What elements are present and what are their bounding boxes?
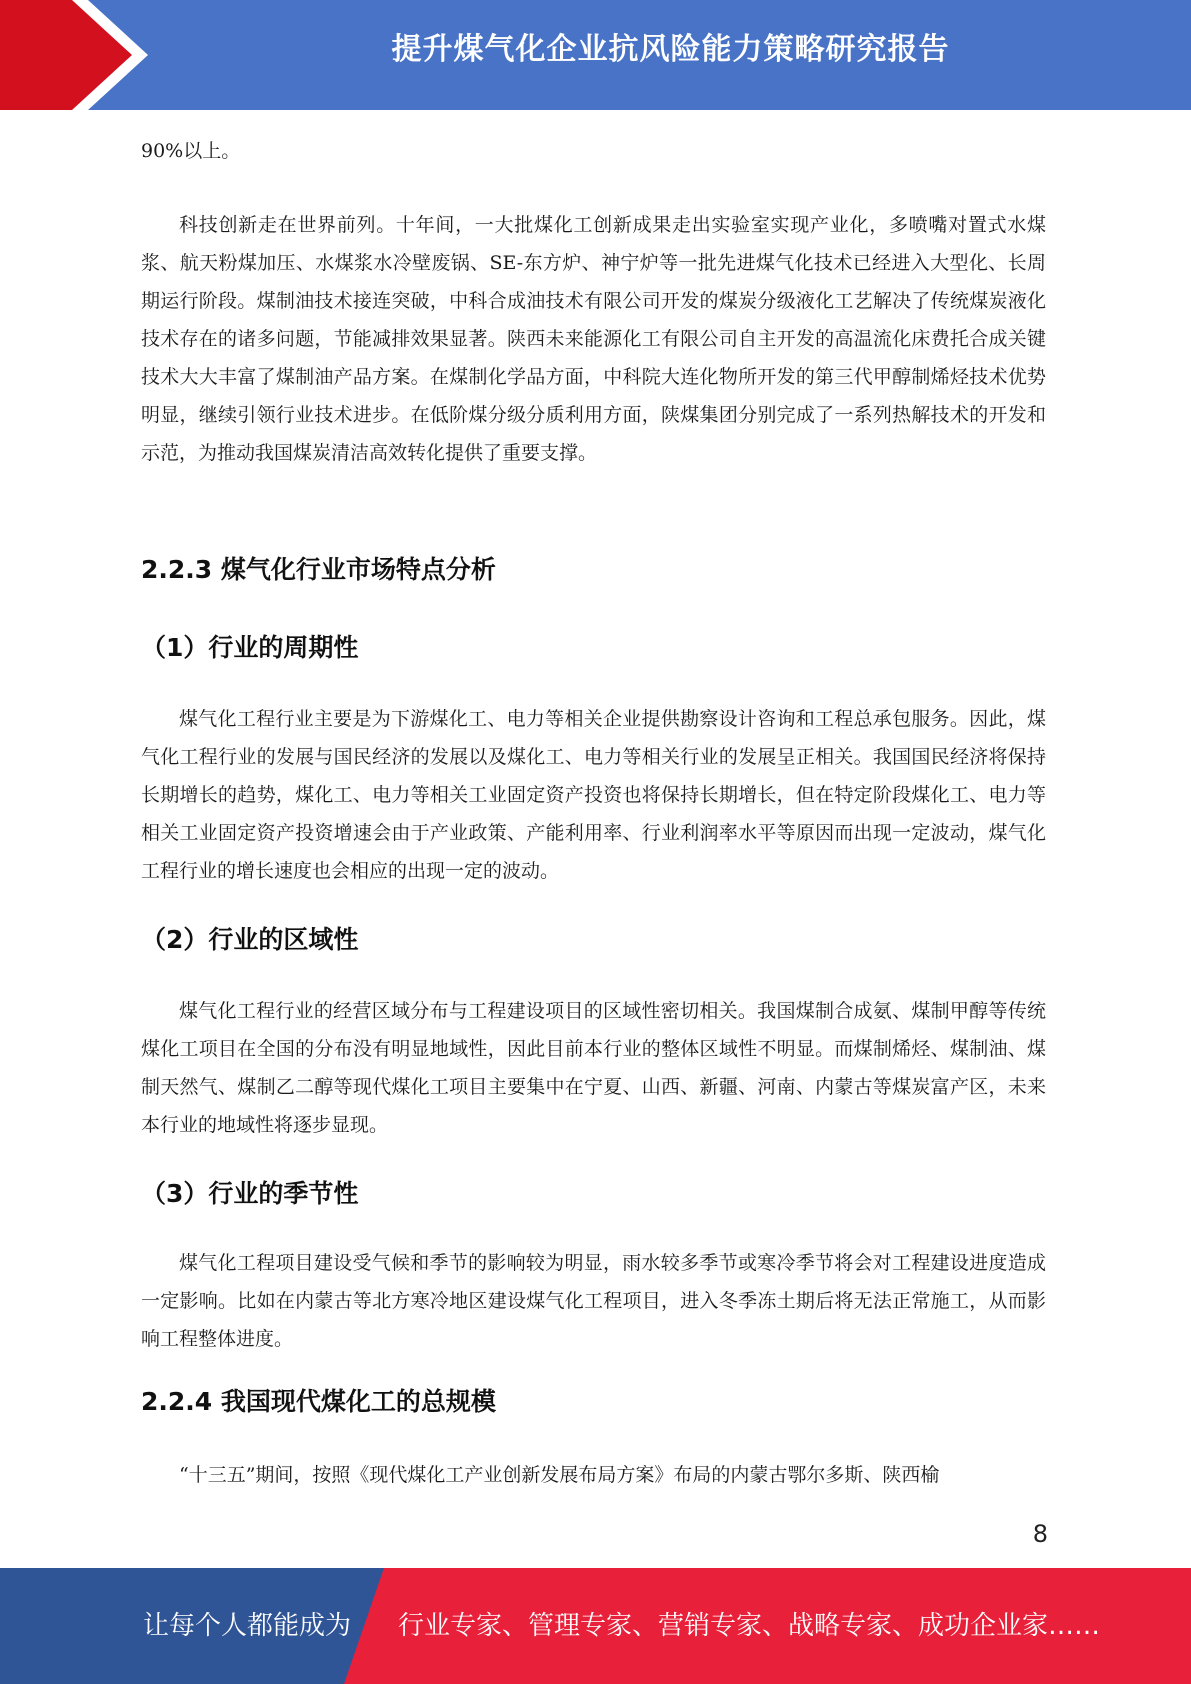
paragraph-regionality: 煤气化工程行业的经营区域分布与工程建设项目的区域性密切相关。我国煤制合成氨、煤制甲醇等传统煤化工项目在全国的分布没有明显地域性，因此目前本行业的整体区域性不明显。而煤制烯烃、煤制油、煤制天然气、煤制乙二醇等现代煤化工项目主要集中在宁夏、山西、新疆、河南、内蒙古等煤炭富产区，未来本行业的地域性将逐步显现。 [141,1000,1046,1136]
subheading-seasonality: （3）行业的季节性 [141,1179,359,1208]
page-header [0,0,1191,110]
subheading-cyclicality: （1）行业的周期性 [141,633,359,662]
section-heading-2-2-4: 2.2.4 我国现代煤化工的总规模 [141,1387,496,1416]
paragraph-seasonality: 煤气化工程项目建设受气候和季节的影响较为明显，雨水较多季节或寒冷季节将会对工程建设进度造成一定影响。比如在内蒙古等北方寒冷地区建设煤气化工程项目，进入冬季冻土期后将无法正常施工，从而影响工程整体进度。 [141,1252,1046,1350]
paragraph-tech-innovation: 科技创新走在世界前列。十年间，一大批煤化工创新成果走出实验室实现产业化，多喷嘴对置式水煤浆、航天粉煤加压、水煤浆水冷壁废锅、SE-东方炉、神宁炉等一批先进煤气化技术已经进入大型化、长周期运行阶段。煤制油技术接连突破，中科合成油技术有限公司开发的煤炭分级液化工艺解决了传统煤炭液化技术存在的诸多问题，节能减排效果显著。陕西未来能源化工有限公司自主开发的高温流化床费托合成关键技术大大丰富了煤制油产品方案。在煤制化学品方面，中科院大连化物所开发的第三代甲醇制烯烃技术优势明显，继续引领行业技术进步。在低阶煤分级分质利用方面，陕煤集团分别完成了一系列热解技术的开发和示范，为推动我国煤炭清洁高效转化提供了重要支撑。 [141,214,1046,464]
report-title: 提升煤气化企业抗风险能力策略研究报告 [391,32,950,67]
paragraph-13th-five-year: “十三五”期间，按照《现代煤化工产业创新发展布局方案》布局的内蒙古鄂尔多斯、陕西榆 [179,1464,940,1486]
section-heading-2-2-3: 2.2.3 煤气化行业市场特点分析 [141,555,496,584]
page-number: 8 [1032,1520,1048,1548]
footer-slogan-left: 让每个人都能成为 [143,1611,352,1641]
subheading-regionality: （2）行业的区域性 [141,925,359,954]
paragraph-cyclicality: 煤气化工程行业主要是为下游煤化工、电力等相关企业提供勘察设计咨询和工程总承包服务。因此，煤气化工程行业的发展与国民经济的发展以及煤化工、电力等相关行业的发展呈正相关。我国国民经济将保持长期增长的趋势，煤化工、电力等相关工业固定资产投资也将保持长期增长，但在特定阶段煤化工、电力等相关工业固定资产投资增速会由于产业政策、产能利用率、行业利润率水平等原因而出现一定波动，煤气化工程行业的增长速度也会相应的出现一定的波动。 [141,708,1046,882]
paragraph-continuation: 90%以上。 [141,140,241,162]
footer-slogan-right: 行业专家、管理专家、营销专家、战略专家、成功企业家…… [398,1611,1101,1641]
page-footer [0,1568,1191,1684]
